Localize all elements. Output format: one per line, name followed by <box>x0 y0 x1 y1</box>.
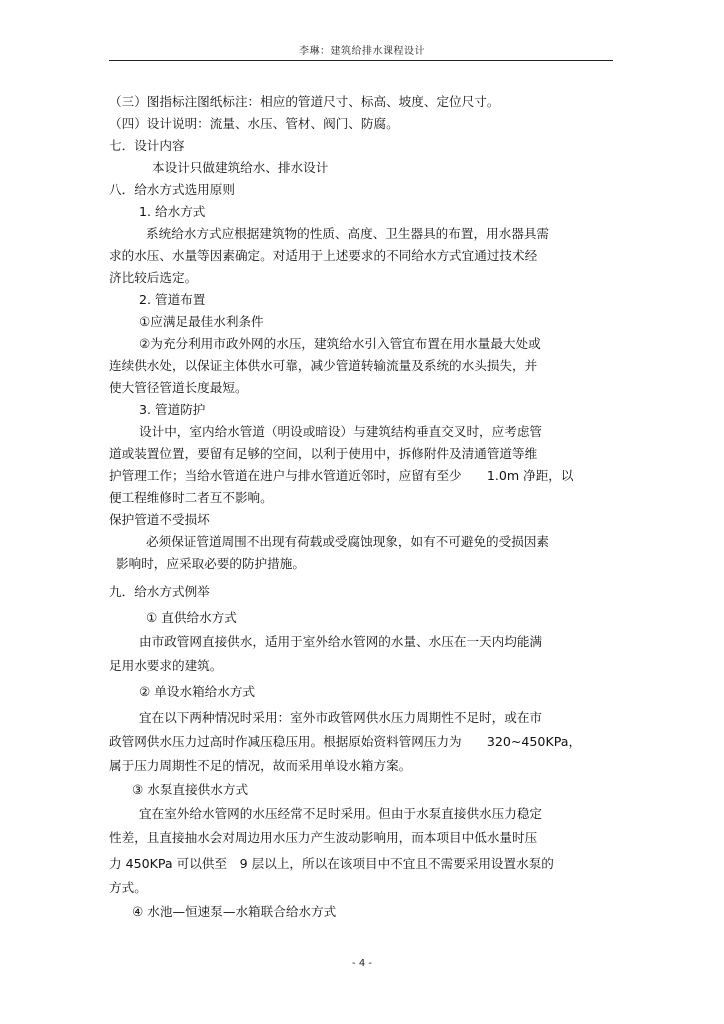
text-line: 由市政管网直接供水，适用于室外给水管网的水量、水压在一天内均能满 <box>139 634 542 649</box>
text-line: 便工程维修时二者互不影响。 <box>109 490 273 505</box>
subsection-heading: 3. 管道防护 <box>139 402 206 417</box>
subsection-heading: 1. 给水方式 <box>139 204 206 219</box>
text-line: （四）设计说明：流量、水压、管材、阀门、防腐。 <box>109 116 399 131</box>
text-line: 属于压力周期性不足的情况，故而采用单设水箱方案。 <box>109 758 412 773</box>
text-line: 影响时，应采取必要的防护措施。 <box>116 556 305 571</box>
text-line: 足用水要求的建筑。 <box>109 658 223 673</box>
subsection-heading: 2. 管道布置 <box>139 292 206 307</box>
text-line: 济比较后选定。 <box>109 270 198 285</box>
text-line: 设计中，室内给水管道（明设或暗设）与建筑结构垂直交叉时，应考虑管 <box>139 424 542 439</box>
subsection-heading: ④ 水池—恒速泵—水箱联合给水方式 <box>132 904 337 919</box>
header-divider <box>109 60 613 61</box>
text-line: 使大管径管道长度最短。 <box>109 380 248 395</box>
page-number: - 4 - <box>352 958 372 969</box>
text-line: 性差，且直接抽水会对周边用水压力产生波动影响用，而本项目中低水量时压 <box>109 830 538 845</box>
text-line: 宜在以下两种情况时采用：室外市政管网供水压力周期性不足时，或在市 <box>139 710 542 725</box>
text-line: 求的水压、水量等因素确定。对适用于上述要求的不同给水方式宜通过技术经 <box>109 248 538 263</box>
text-line: ②为充分利用市政外网的水压，建筑给水引入管宜布置在用水量最大处或 <box>139 336 541 351</box>
text-line: 道或装置位置，要留有足够的空间，以利于使用中，拆修附件及清通管道等维 <box>109 446 538 461</box>
section-heading: 七．设计内容 <box>109 138 185 153</box>
subsection-heading: ② 单设水箱给水方式 <box>139 684 256 699</box>
text-line: 护管理工作；当给水管道在进户与排水管道近邻时，应留有至少 1.0m 净距，以 <box>109 468 574 483</box>
subsection-heading: ③ 水泵直接供水方式 <box>132 782 249 797</box>
text-line: 本设计只做建筑给水、排水设计 <box>152 160 329 175</box>
subsection-heading: ① 直供给水方式 <box>146 610 237 625</box>
text-line: 系统给水方式应根据建筑物的性质、高度、卫生器具的布置，用水器具需 <box>146 226 549 241</box>
section-heading: 八．给水方式选用原则 <box>109 182 235 197</box>
text-line: ①应满足最佳水利条件 <box>139 314 264 329</box>
text-line: 宜在室外给水管网的水压经常不足时采用。但由于水泵直接供水压力稳定 <box>139 806 542 821</box>
section-heading: 九．给水方式例举 <box>109 584 210 599</box>
page-header-title: 李琳：建筑给排水课程设计 <box>299 46 425 57</box>
text-line: 政管网供水压力过高时作减压稳压用。根据原始资料管网压力为 320~450KPa， <box>109 734 582 749</box>
text-line: （三）图指标注图纸标注：相应的管道尺寸、标高、坡度、定位尺寸。 <box>109 94 500 109</box>
text-line: 方式。 <box>109 880 147 895</box>
text-line: 保护管道不受损坏 <box>109 512 210 527</box>
text-line: 连续供水处，以保证主体供水可靠，减少管道转输流量及系统的水头损失，并 <box>109 358 538 373</box>
text-line: 必须保证管道周围不出现有荷载或受腐蚀现象，如有不可避免的受损因素 <box>146 534 549 549</box>
text-line: 力 450KPa 可以供至 9 层以上，所以在该项目中不宜且不需要采用设置水泵的 <box>109 856 554 871</box>
